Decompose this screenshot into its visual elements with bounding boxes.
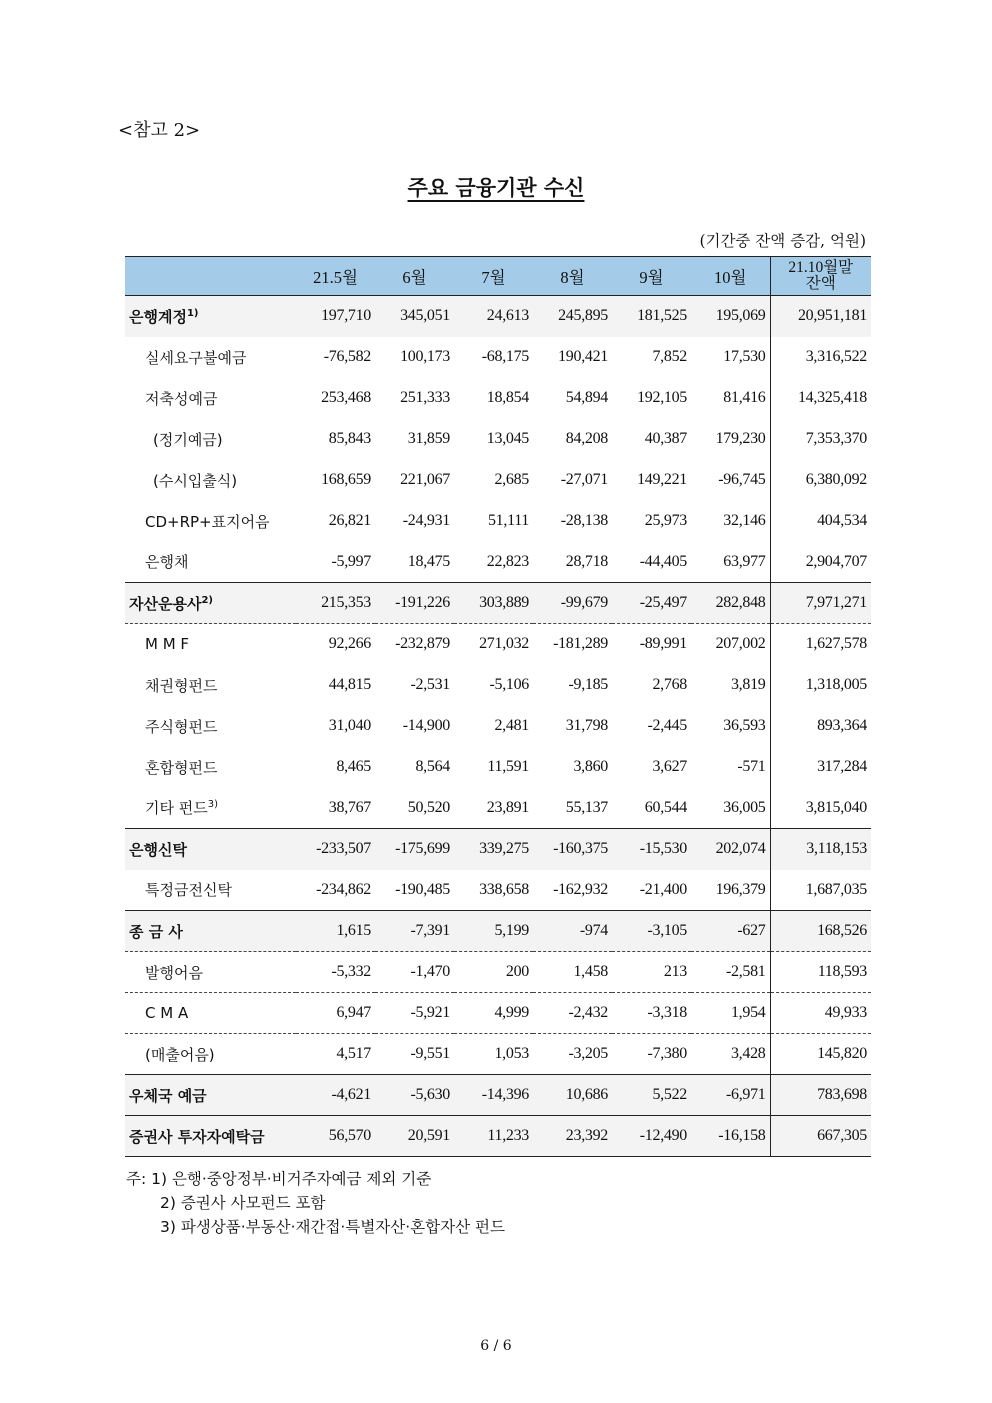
value-cell: 251,333 [400, 389, 450, 406]
value-cell: -14,900 [402, 717, 450, 734]
value-cell: 2,481 [494, 717, 529, 734]
value-cell: -4,621 [296, 1075, 375, 1116]
row-label-text: 우체국 예금 [129, 1086, 207, 1105]
value-cell: -6,971 [691, 1075, 770, 1116]
value-cell: 1,615 [296, 911, 375, 952]
table-row [125, 460, 871, 501]
row-label-text: 증권사 투자자예탁금 [129, 1127, 265, 1146]
value-cell: -25,497 [612, 583, 691, 624]
table-row [125, 1034, 871, 1075]
value-cell: 17,530 [723, 348, 766, 365]
table-row [125, 296, 871, 337]
table-row [125, 542, 871, 583]
footnote-marker: 1) [186, 307, 199, 319]
value-cell: 54,894 [565, 389, 608, 406]
balance-cell: 893,364 [770, 706, 871, 747]
value-cell: -68,175 [481, 348, 529, 365]
value-cell: 271,032 [454, 624, 533, 665]
balance-cell: 3,118,153 [770, 829, 871, 870]
value-cell: 3,860 [573, 758, 608, 775]
row-label-text: 저축성예금 [145, 389, 218, 408]
value-cell: -5,921 [375, 993, 454, 1034]
value-cell: 10,686 [533, 1075, 612, 1116]
value-cell: 1,053 [454, 1034, 533, 1075]
value-cell: 7,852 [652, 348, 687, 365]
reference-label: <참고 2> [118, 120, 201, 141]
value-cell: -2,531 [410, 676, 450, 693]
value-cell: -15,530 [612, 829, 691, 870]
value-cell: -191,226 [375, 583, 454, 624]
header-balance-line: 21.10월말 [788, 259, 854, 276]
value-cell: -233,507 [296, 829, 375, 870]
value-cell: -28,138 [560, 512, 608, 529]
value-cell: 56,570 [296, 1116, 375, 1157]
row-label [125, 870, 296, 911]
balance-cell: 168,526 [770, 911, 871, 952]
row-label-text: (정기예금) [153, 430, 223, 449]
value-cell: -76,582 [323, 348, 371, 365]
value-cell: 213 [612, 952, 691, 993]
page-title-text: 주요 금융기관 수신 [407, 175, 585, 200]
value-cell: 20,591 [375, 1116, 454, 1157]
value-cell: 92,266 [296, 624, 375, 665]
balance-cell: 2,904,707 [770, 542, 871, 583]
row-label [125, 706, 296, 747]
value-cell: 100,173 [400, 348, 450, 365]
footnote-marker: 2) [201, 594, 213, 606]
value-cell: 6,947 [296, 993, 375, 1034]
balance-cell: 1,687,035 [770, 870, 871, 911]
value-cell: 253,468 [321, 389, 371, 406]
value-cell: 32,146 [723, 512, 766, 529]
row-label [125, 665, 296, 706]
value-cell: 2,768 [652, 676, 687, 693]
table-body [125, 296, 871, 1157]
value-cell: 5,199 [454, 911, 533, 952]
value-cell: 197,710 [296, 296, 375, 337]
value-cell: 303,889 [454, 583, 533, 624]
table-row [125, 337, 871, 378]
balance-cell: 6,380,092 [770, 460, 871, 501]
row-label-text: 은행계정 [129, 307, 187, 326]
value-cell: 36,005 [723, 798, 766, 816]
value-cell: 215,353 [296, 583, 375, 624]
row-label [125, 337, 296, 378]
header-jul: 7월 [454, 257, 533, 296]
value-cell: 195,069 [691, 296, 770, 337]
value-cell: 22,823 [486, 552, 529, 570]
value-cell: 345,051 [375, 296, 454, 337]
value-cell: 11,233 [454, 1116, 533, 1157]
balance-cell: 118,593 [770, 952, 871, 993]
value-cell: -160,375 [533, 829, 612, 870]
value-cell: 8,564 [415, 758, 450, 775]
value-cell: 202,074 [691, 829, 770, 870]
value-cell: 1,458 [533, 952, 612, 993]
row-label [125, 583, 296, 624]
row-label [125, 952, 296, 993]
value-cell: -7,391 [375, 911, 454, 952]
balance-cell: 404,534 [770, 501, 871, 542]
value-cell: 55,137 [565, 798, 608, 816]
value-cell: -9,551 [375, 1034, 454, 1075]
balance-cell: 7,971,271 [770, 583, 871, 624]
row-label [125, 624, 296, 665]
table-row [125, 911, 871, 952]
row-label [125, 542, 296, 583]
row-label-text: 채권형펀드 [145, 676, 218, 695]
value-cell: 4,999 [454, 993, 533, 1034]
value-cell: 190,421 [558, 348, 608, 365]
row-label [125, 993, 296, 1034]
header-balance [770, 257, 871, 296]
table-row [125, 378, 871, 419]
value-cell: 245,895 [533, 296, 612, 337]
value-cell: 192,105 [637, 389, 687, 406]
value-cell: -571 [737, 758, 766, 775]
row-label-text: (매출어음) [145, 1045, 215, 1064]
footnotes [126, 1167, 505, 1239]
row-label [125, 1075, 296, 1116]
value-cell: 179,230 [715, 430, 766, 447]
balance-cell: 1,627,578 [770, 624, 871, 665]
value-cell: 36,593 [723, 717, 766, 734]
value-cell: 81,416 [723, 389, 766, 406]
financial-deposits-table [125, 256, 871, 1157]
row-label [125, 501, 296, 542]
value-cell: 338,658 [479, 880, 529, 898]
value-cell: -175,699 [375, 829, 454, 870]
balance-cell: 7,353,370 [770, 419, 871, 460]
row-label-text: C M A [145, 1004, 189, 1022]
row-label-text: 실세요구불예금 [145, 348, 247, 367]
table-row [125, 788, 871, 829]
header-may: 21.5월 [296, 257, 375, 296]
value-cell: 28,718 [565, 552, 608, 570]
value-cell: -232,879 [375, 624, 454, 665]
value-cell: -162,932 [553, 880, 608, 898]
value-cell: -21,400 [639, 880, 687, 898]
row-label-text: M M F [145, 635, 190, 654]
value-cell: -2,445 [647, 717, 687, 734]
balance-cell: 145,820 [770, 1034, 871, 1075]
value-cell: -234,862 [316, 880, 371, 898]
balance-cell: 783,698 [770, 1075, 871, 1116]
value-cell: 23,392 [533, 1116, 612, 1157]
table-row [125, 1116, 871, 1157]
value-cell: 44,815 [328, 676, 371, 693]
value-cell: -99,679 [533, 583, 612, 624]
row-label-text: 은행채 [145, 553, 189, 572]
balance-cell: 1,318,005 [770, 665, 871, 706]
value-cell: 31,859 [407, 430, 450, 447]
value-cell: 3,819 [730, 676, 766, 693]
table-row [125, 706, 871, 747]
value-cell: 282,848 [691, 583, 770, 624]
value-cell: 31,798 [565, 717, 608, 734]
row-label-text: 자산운용사 [129, 594, 202, 613]
row-label-text: 혼합형펀드 [145, 758, 218, 777]
balance-cell: 3,316,522 [770, 337, 871, 378]
value-cell: -974 [533, 911, 612, 952]
value-cell: 11,591 [487, 758, 529, 775]
header-sep: 9월 [612, 257, 691, 296]
value-cell: 221,067 [400, 471, 450, 488]
table-row [125, 1075, 871, 1116]
value-cell: -181,289 [533, 624, 612, 665]
value-cell: -9,185 [568, 676, 608, 693]
balance-cell: 3,815,040 [770, 788, 871, 829]
value-cell: 31,040 [328, 717, 371, 734]
header-blank [125, 257, 296, 296]
page-number: 6 / 6 [480, 1338, 512, 1354]
value-cell: 3,627 [652, 758, 687, 775]
table-row [125, 952, 871, 993]
row-label [125, 1034, 296, 1075]
value-cell: 207,002 [691, 624, 770, 665]
page-title [0, 172, 992, 202]
value-cell: 23,891 [486, 798, 529, 816]
row-label-text: CD+RP+표지어음 [145, 512, 270, 531]
value-cell: -27,071 [560, 471, 608, 488]
value-cell: -5,332 [296, 952, 375, 993]
value-cell: 8,465 [336, 758, 371, 775]
value-cell: -89,991 [612, 624, 691, 665]
value-cell: -1,470 [375, 952, 454, 993]
header-aug: 8월 [533, 257, 612, 296]
row-label [125, 911, 296, 952]
row-label [125, 378, 296, 419]
value-cell: 168,659 [321, 471, 371, 488]
value-cell: 18,475 [407, 552, 450, 570]
value-cell: 339,275 [454, 829, 533, 870]
header-jun: 6월 [375, 257, 454, 296]
value-cell: 181,525 [612, 296, 691, 337]
row-label-text: (수시입출식) [153, 471, 238, 490]
balance-cell: 317,284 [770, 747, 871, 788]
row-label [125, 829, 296, 870]
value-cell: -14,396 [454, 1075, 533, 1116]
value-cell: -96,745 [718, 471, 766, 488]
value-cell: -24,931 [402, 512, 450, 529]
row-label-text: 은행신탁 [129, 840, 187, 859]
row-label-text: 특정금전신탁 [145, 881, 232, 900]
table-row [125, 829, 871, 870]
value-cell: 2,685 [494, 471, 529, 488]
value-cell: 51,111 [487, 512, 529, 529]
footnote-1: 주: 1) 은행·중앙정부·비거주자예금 제외 기준 [126, 1170, 432, 1188]
table-row [125, 501, 871, 542]
value-cell: -190,485 [395, 880, 450, 898]
value-cell: 25,973 [644, 512, 687, 529]
row-label [125, 747, 296, 788]
footnote-3: 3) 파생상품·부동산·재간접·특별자산·혼합자산 펀드 [160, 1218, 505, 1236]
footnote-2: 2) 증권사 사모펀드 포함 [160, 1194, 326, 1212]
row-label [125, 296, 296, 337]
header-oct: 10월 [691, 257, 770, 296]
row-label-text: 주식형펀드 [145, 717, 218, 736]
value-cell: 18,854 [486, 389, 529, 406]
value-cell: -627 [691, 911, 770, 952]
value-cell: 5,522 [612, 1075, 691, 1116]
footnote-marker: 3) [207, 799, 218, 811]
value-cell: 196,379 [715, 880, 766, 898]
value-cell: -16,158 [691, 1116, 770, 1157]
value-cell: 40,387 [644, 430, 687, 447]
row-label [125, 788, 296, 829]
value-cell: 3,428 [691, 1034, 770, 1075]
value-cell: -5,106 [489, 676, 529, 693]
table-row [125, 747, 871, 788]
value-cell: 63,977 [723, 552, 766, 570]
row-label-text: 발행어음 [145, 963, 203, 982]
balance-cell: 49,933 [770, 993, 871, 1034]
value-cell: 4,517 [296, 1034, 375, 1075]
value-cell: 50,520 [407, 798, 450, 816]
value-cell: 13,045 [486, 430, 529, 447]
table-row [125, 624, 871, 665]
balance-cell: 14,325,418 [770, 378, 871, 419]
balance-cell: 20,951,181 [770, 296, 871, 337]
value-cell: 26,821 [328, 512, 371, 529]
value-cell: -2,581 [691, 952, 770, 993]
value-cell: -44,405 [639, 552, 687, 570]
row-label [125, 460, 296, 501]
value-cell: -2,432 [533, 993, 612, 1034]
value-cell: -5,630 [375, 1075, 454, 1116]
value-cell: -3,205 [533, 1034, 612, 1075]
table-row [125, 870, 871, 911]
value-cell: 85,843 [328, 430, 371, 447]
header-balance-line: 잔액 [805, 275, 836, 292]
value-cell: -3,318 [612, 993, 691, 1034]
value-cell: -7,380 [612, 1034, 691, 1075]
value-cell: 1,954 [691, 993, 770, 1034]
unit-note: (기간중 잔액 증감, 억원) [699, 232, 866, 250]
row-label [125, 419, 296, 460]
table-row [125, 993, 871, 1034]
row-label-text: 종 금 사 [129, 922, 183, 941]
value-cell: -5,997 [331, 552, 371, 570]
value-cell: 24,613 [454, 296, 533, 337]
value-cell: -12,490 [612, 1116, 691, 1157]
table-row [125, 583, 871, 624]
value-cell: 38,767 [328, 798, 371, 816]
row-label-text: 기타 펀드 [145, 799, 208, 818]
table-row [125, 419, 871, 460]
header-row [125, 257, 871, 296]
value-cell: 84,208 [565, 430, 608, 447]
row-label [125, 1116, 296, 1157]
balance-cell: 667,305 [770, 1116, 871, 1157]
value-cell: -3,105 [612, 911, 691, 952]
value-cell: 60,544 [644, 798, 687, 816]
table-row [125, 665, 871, 706]
value-cell: 200 [454, 952, 533, 993]
value-cell: 149,221 [637, 471, 687, 488]
